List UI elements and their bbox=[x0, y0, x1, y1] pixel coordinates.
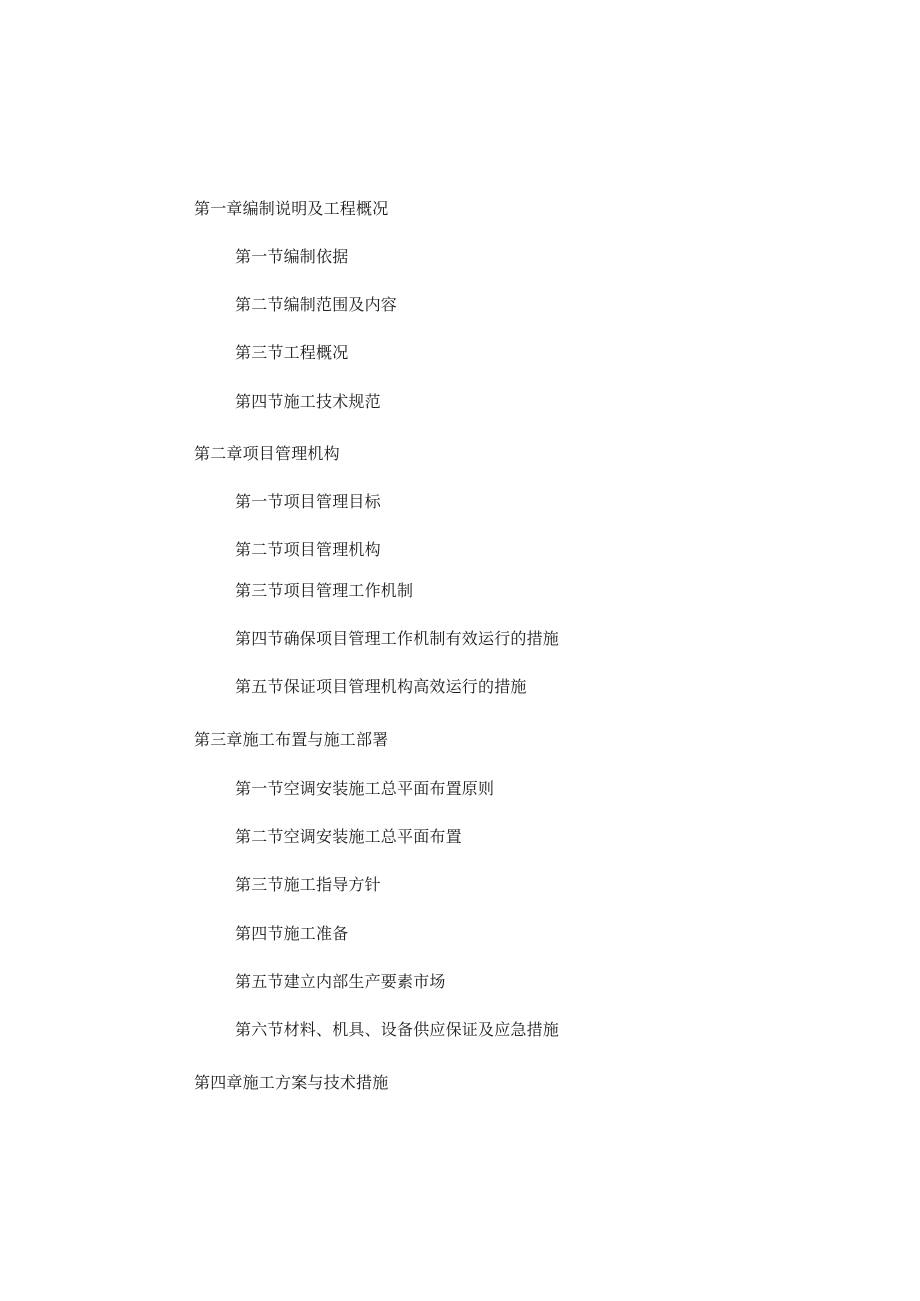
toc-section-3-3: 第三节施工指导方针 bbox=[235, 875, 381, 894]
toc-section-3-2: 第二节空调安装施工总平面布置 bbox=[235, 827, 462, 846]
toc-section-2-4: 第四节确保项目管理工作机制有效运行的措施 bbox=[235, 629, 560, 648]
toc-chapter-2: 第二章项目管理机构 bbox=[194, 444, 340, 463]
toc-chapter-4: 第四章施工方案与技术措施 bbox=[194, 1073, 389, 1092]
toc-section-3-4: 第四节施工准备 bbox=[235, 924, 349, 943]
toc-section-3-6: 第六节材料、机具、设备供应保证及应急措施 bbox=[235, 1020, 560, 1039]
toc-section-2-2: 第二节项目管理机构 bbox=[235, 540, 381, 559]
toc-section-1-3: 第三节工程概况 bbox=[235, 343, 349, 362]
toc-section-2-3: 第三节项目管理工作机制 bbox=[235, 581, 414, 600]
toc-section-3-5: 第五节建立内部生产要素市场 bbox=[235, 972, 446, 991]
toc-section-2-1: 第一节项目管理目标 bbox=[235, 492, 381, 511]
toc-section-2-5: 第五节保证项目管理机构高效运行的措施 bbox=[235, 677, 527, 696]
toc-section-3-1: 第一节空调安装施工总平面布置原则 bbox=[235, 779, 495, 798]
toc-section-1-4: 第四节施工技术规范 bbox=[235, 392, 381, 411]
toc-chapter-3: 第三章施工布置与施工部署 bbox=[194, 730, 389, 749]
toc-section-1-1: 第一节编制依据 bbox=[235, 247, 349, 266]
toc-section-1-2: 第二节编制范围及内容 bbox=[235, 295, 398, 314]
toc-chapter-1: 第一章编制说明及工程概况 bbox=[194, 199, 389, 218]
